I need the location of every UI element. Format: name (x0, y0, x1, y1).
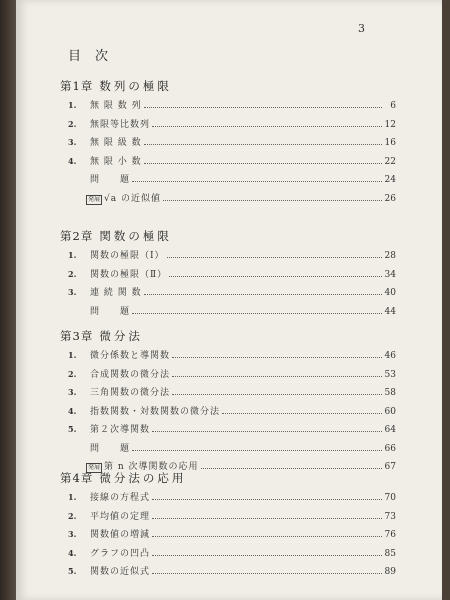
entry-number: 2. (68, 368, 77, 379)
chapter-number: 第3章 (60, 329, 94, 343)
entry-page: 26 (384, 193, 396, 204)
dot-leader (132, 449, 382, 451)
dot-leader (167, 256, 382, 258)
book-page (16, 0, 442, 600)
entry-page: 67 (384, 462, 396, 472)
toc-entry (60, 248, 396, 267)
toc-entry (60, 304, 396, 323)
chapter-title: 関数の極限 (99, 229, 172, 243)
entry-label: 平均値の定理 (90, 511, 151, 522)
dot-leader (163, 199, 382, 201)
entry-page: 66 (384, 443, 396, 454)
dot-leader (132, 180, 382, 182)
entry-number: 1. (68, 250, 77, 260)
chapter-heading (60, 470, 396, 490)
entry-number: 2. (68, 510, 77, 521)
entry-page: 44 (384, 306, 396, 317)
entry-label: 関数の近似式 (90, 567, 151, 577)
entry-number: 2. (68, 118, 77, 129)
entry-label: 微分係数と導関数 (90, 351, 171, 361)
entry-page: 40 (384, 288, 396, 298)
dot-leader (132, 312, 382, 314)
entry-number: 2. (68, 268, 77, 279)
advanced-badge: 発展 (88, 195, 101, 203)
toc-entry (60, 285, 396, 304)
dot-leader (152, 554, 382, 556)
chapter-title: 数列の極限 (99, 79, 172, 93)
entry-number: 3. (68, 137, 77, 147)
dot-leader (172, 375, 382, 377)
toc-entry (60, 191, 396, 210)
entry-page: 58 (384, 388, 396, 398)
entry-page: 53 (384, 369, 396, 380)
entry-label: 無限等比数列 (90, 119, 151, 130)
dot-leader (222, 412, 382, 414)
entry-label: 無 限 小 数 (90, 156, 142, 167)
entry-page: 73 (384, 511, 396, 522)
entry-number: 4. (68, 547, 77, 558)
toc-entry (60, 546, 396, 565)
entry-label: 三角関数の微分法 (90, 388, 171, 398)
dot-leader (144, 293, 382, 295)
entry-label: 第２次導関数 (90, 425, 151, 435)
entry-label: 関数の極限（Ⅱ） (90, 269, 168, 280)
entry-page: 60 (384, 406, 396, 417)
entry-label: 無 限 数 列 (90, 101, 142, 111)
toc-entry (60, 135, 396, 154)
toc-entry (60, 98, 396, 117)
dot-leader (152, 125, 382, 127)
entry-page: 34 (384, 269, 396, 280)
toc-entry (60, 117, 396, 136)
dot-leader (144, 162, 382, 164)
entry-label: 第 n 次導関数の応用 (104, 462, 199, 472)
entry-page: 85 (384, 548, 396, 559)
dot-leader (152, 498, 382, 500)
toc-entry (60, 490, 396, 509)
entry-page: 12 (384, 119, 396, 130)
advanced-badge: 発展 (88, 464, 101, 471)
book-spine-shadow (0, 0, 16, 600)
entry-number: 4. (68, 405, 77, 416)
toc-entry (60, 172, 396, 191)
dot-leader (144, 143, 382, 145)
entry-number: 4. (68, 155, 77, 166)
entry-label: 連 続 関 数 (90, 288, 142, 298)
entry-label: 指数関数・対数関数の微分法 (90, 406, 221, 417)
entry-label: 関数値の増減 (90, 530, 151, 540)
entry-label: 問 題 (90, 306, 131, 317)
entry-page: 28 (384, 251, 396, 261)
entry-page: 16 (384, 138, 396, 148)
chapter-2 (60, 228, 396, 322)
entry-page: 6 (390, 101, 396, 111)
entry-page: 89 (384, 567, 396, 577)
entry-number: 5. (68, 424, 77, 434)
toc-entry (60, 441, 396, 460)
dot-leader (172, 393, 382, 395)
chapter-title: 微分法 (99, 329, 143, 343)
toc-entry (60, 154, 396, 173)
chapter-heading (60, 328, 396, 348)
toc-entry (60, 367, 396, 386)
entry-label: 合成関数の微分法 (90, 369, 171, 380)
entry-number: 1. (68, 100, 77, 110)
entry-label: 無 限 級 数 (90, 138, 142, 148)
toc-entry (60, 509, 396, 528)
entry-page: 22 (384, 156, 396, 167)
dot-leader (172, 356, 382, 358)
entry-number: 3. (68, 387, 77, 397)
chapter-4 (60, 470, 396, 583)
chapter-heading (60, 228, 396, 248)
dot-leader (152, 430, 382, 432)
chapter-title: 微分法の応用 (99, 471, 187, 485)
toc-entry (60, 348, 396, 367)
entry-label: グラフの凹凸 (90, 548, 151, 559)
entry-label: 接線の方程式 (90, 493, 151, 503)
entry-number: 3. (68, 529, 77, 539)
entry-label: √a の近似値 (104, 193, 161, 204)
toc-entry (60, 564, 396, 583)
entry-number: 1. (68, 492, 77, 502)
toc-entry (60, 527, 396, 546)
dot-leader (152, 535, 382, 537)
entry-page: 46 (384, 351, 396, 361)
chapter-number: 第1章 (60, 79, 94, 93)
toc-title: 目次 (68, 49, 123, 64)
entry-label: 関数の極限（Ⅰ） (90, 251, 165, 261)
dot-leader (169, 275, 382, 277)
chapter-1 (60, 78, 396, 209)
toc-entry (60, 404, 396, 423)
dot-leader (152, 517, 382, 519)
toc-entry (60, 385, 396, 404)
entry-page: 64 (384, 425, 396, 435)
entry-page: 76 (384, 530, 396, 540)
chapter-3 (60, 328, 396, 478)
entry-number: 3. (68, 287, 77, 297)
entry-page: 70 (384, 493, 396, 503)
entry-label: 問 題 (90, 175, 131, 185)
dot-leader (201, 467, 382, 469)
entry-number: 5. (68, 566, 77, 576)
toc-entry (60, 422, 396, 441)
dot-leader (152, 572, 382, 574)
toc-entry (60, 267, 396, 286)
entry-label: 問 題 (90, 443, 131, 454)
page-number: 3 (358, 22, 365, 35)
chapter-heading (60, 78, 396, 98)
entry-number: 1. (68, 350, 77, 360)
dot-leader (144, 106, 382, 108)
entry-page: 24 (384, 175, 396, 185)
chapter-number: 第2章 (60, 229, 94, 243)
chapter-number: 第4章 (60, 471, 94, 485)
